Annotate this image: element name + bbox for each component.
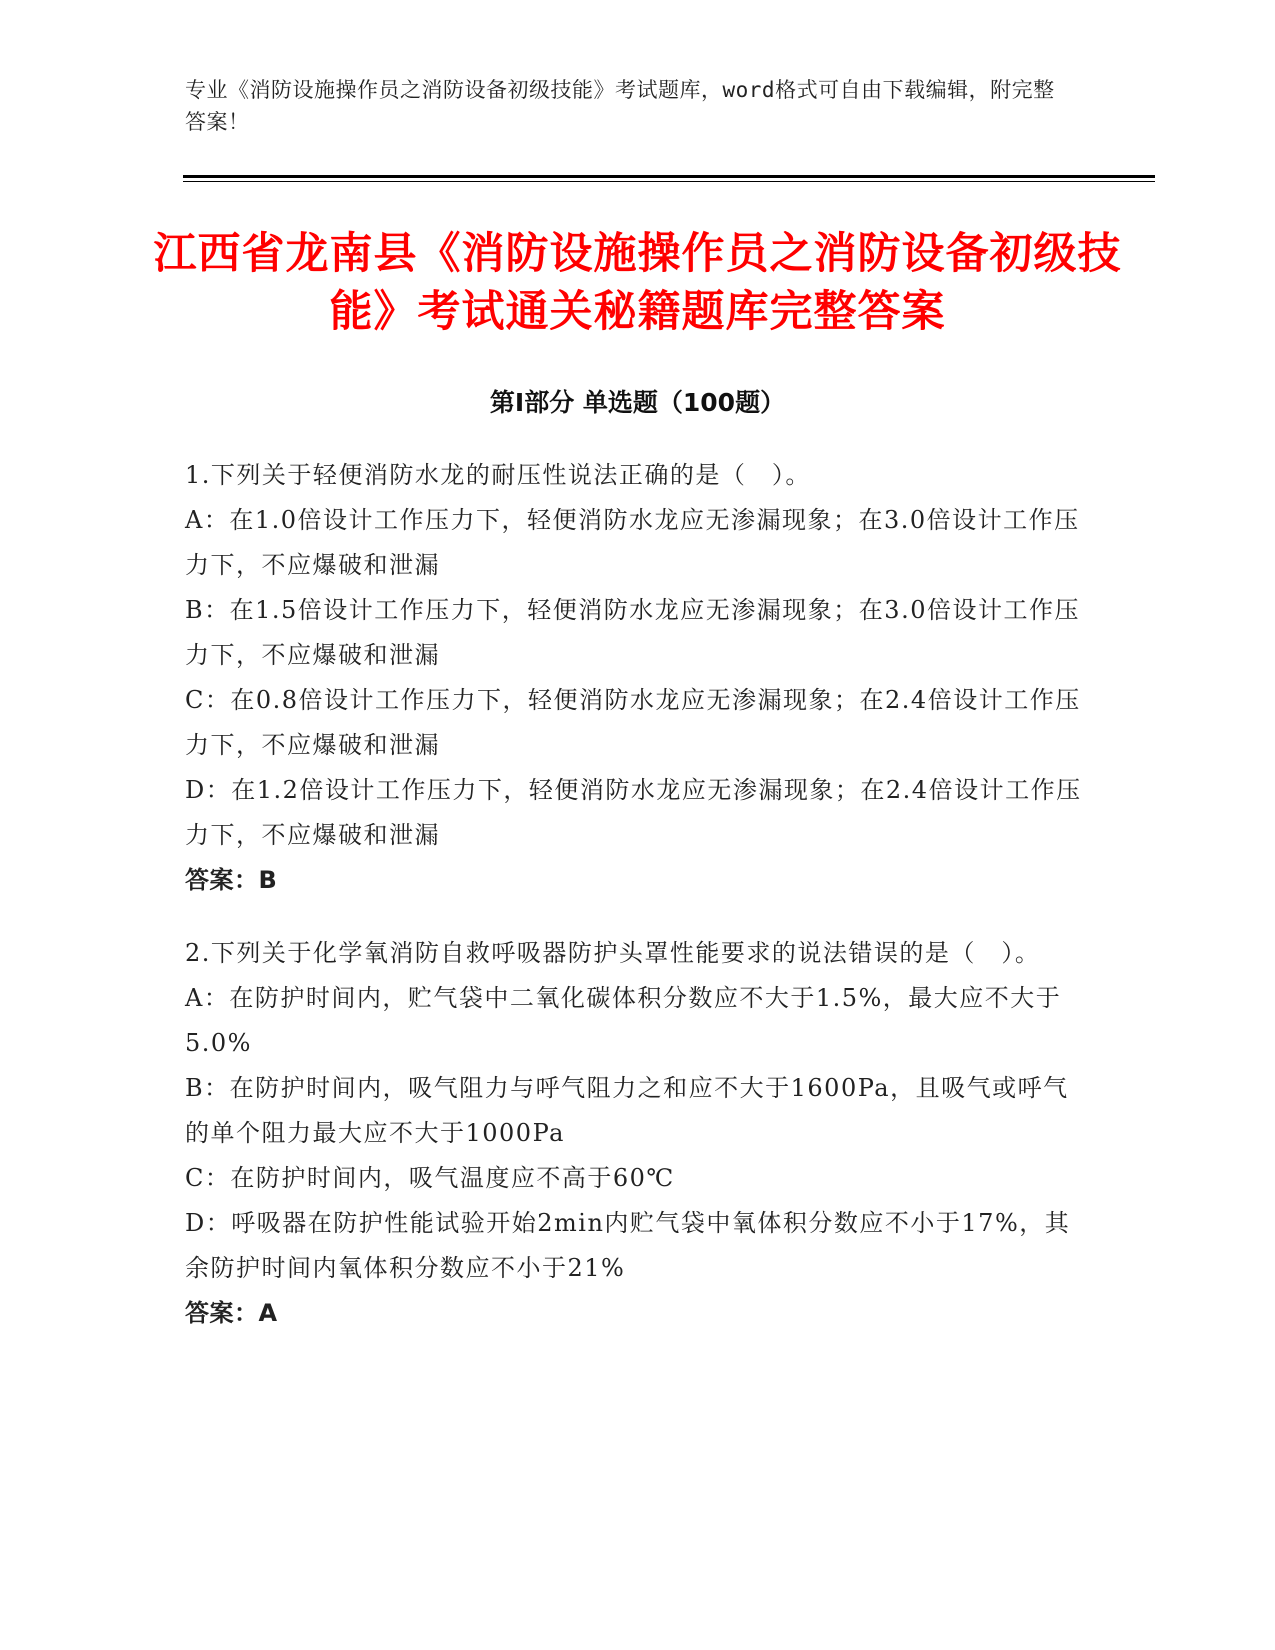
question-2 (185, 931, 1085, 1336)
header-note: 专业《消防设施操作员之消防设备初级技能》考试题库，word格式可自由下载编辑，附完整答案！ (185, 78, 1055, 134)
option-b: B：在防护时间内，吸气阻力与呼气阻力之和应不大于1600Pa，且吸气或呼气的单个阻力最大应不大于1000Pa (185, 1074, 1069, 1147)
option-c: C：在0.8倍设计工作压力下，轻便消防水龙应无渗漏现象；在2.4倍设计工作压力下，不应爆破和泄漏 (185, 686, 1081, 759)
document-title: 江西省龙南县《消防设施操作员之消防设备初级技能》考试通关秘籍题库完整答案 (153, 229, 1122, 337)
option-b: B：在1.5倍设计工作压力下，轻便消防水龙应无渗漏现象；在3.0倍设计工作压力下，不应爆破和泄漏 (185, 596, 1080, 669)
answer: 答案：B (185, 866, 278, 894)
option-d: D：在1.2倍设计工作压力下，轻便消防水龙应无渗漏现象；在2.4倍设计工作压力下，不应爆破和泄漏 (185, 776, 1082, 849)
question-1 (185, 453, 1085, 903)
question-stem: 1.下列关于轻便消防水龙的耐压性说法正确的是（ ）。 (185, 461, 811, 489)
question-stem: 2.下列关于化学氧消防自救呼吸器防护头罩性能要求的说法错误的是（ ）。 (185, 939, 1041, 967)
option-a: A：在防护时间内，贮气袋中二氧化碳体积分数应不大于1.5%，最大应不大于5.0% (185, 984, 1062, 1057)
option-c: C：在防护时间内，吸气温度应不高于60℃ (185, 1164, 675, 1192)
option-d: D：呼吸器在防护性能试验开始2min内贮气袋中氧体积分数应不小于17%，其余防护时间内氧体积分数应不小于21% (185, 1209, 1071, 1282)
section-heading: 第Ⅰ部分 单选题（100题） (489, 388, 786, 417)
header-rule-thick (183, 175, 1155, 178)
header-rule-thin (183, 181, 1155, 182)
option-a: A：在1.0倍设计工作压力下，轻便消防水龙应无渗漏现象；在3.0倍设计工作压力下，不应爆破和泄漏 (185, 506, 1080, 579)
answer: 答案：A (185, 1299, 278, 1327)
